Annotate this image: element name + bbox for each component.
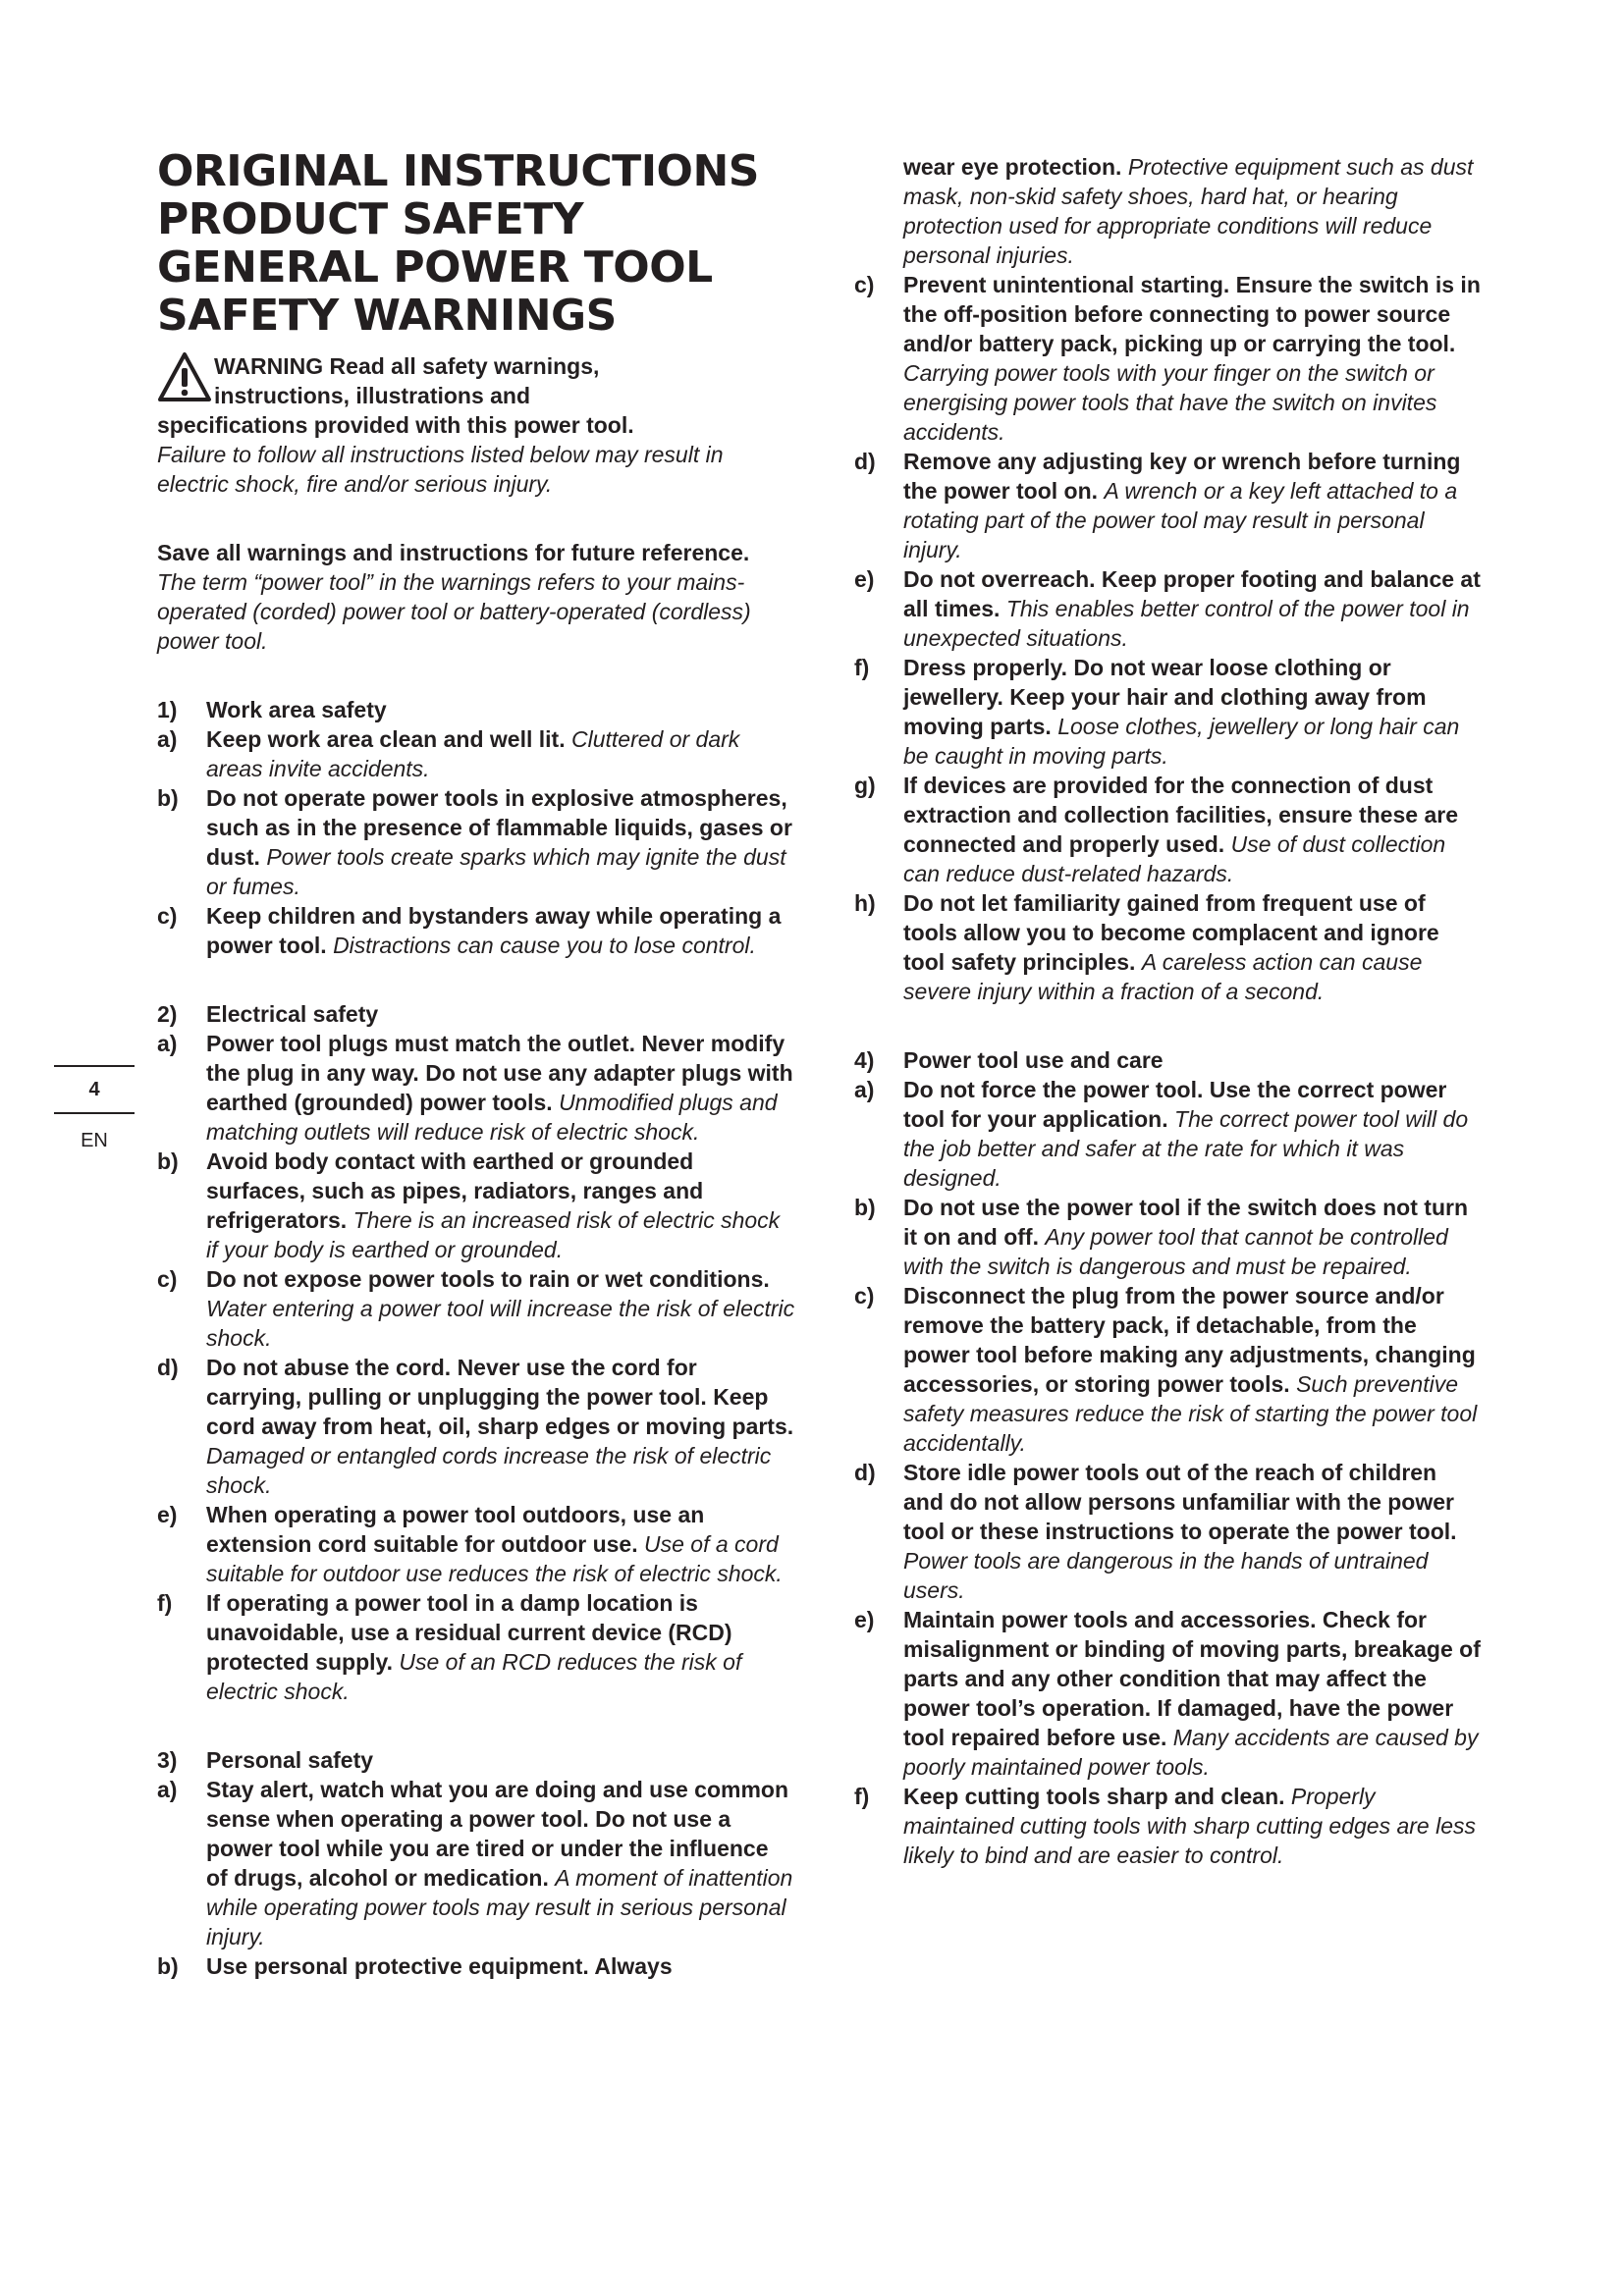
- item-label: f): [157, 1590, 173, 1616]
- item-description: This enables better control of the power tool in unexpected situations.: [903, 596, 1470, 651]
- item-description: Cluttered or dark areas invite accidents.: [206, 726, 740, 781]
- page-number: 4: [88, 1079, 100, 1100]
- item-description: Carrying power tools with your finger on the switch or energising power tools that have the switch on invites accidents.: [903, 360, 1437, 445]
- item-heading: Remove any adjusting key or wrench before turning the power tool on.: [903, 449, 1461, 504]
- title-line: SAFETY WARNINGS: [157, 291, 617, 341]
- item-heading: Power tool plugs must match the outlet. Never modify the plug in any way. Do not use any adapter plugs with earthed (grounded) power tools.: [206, 1031, 793, 1115]
- item-heading: Avoid body contact with earthed or grounded surfaces, such as pipes, radiators, ranges and refrigerators.: [206, 1148, 704, 1233]
- list-item-continuation: [854, 152, 1483, 270]
- item-label: b): [854, 1195, 876, 1220]
- title-line: PRODUCT SAFETY: [157, 194, 584, 244]
- list-item: [157, 1147, 795, 1264]
- item-heading: Use personal protective equipment. Always: [206, 1953, 673, 1979]
- item-description: Protective equipment such as dust mask, non-skid safety shoes, hard hat, or hearing protection used for appropriate conditions will reduce personal injuries.: [903, 154, 1474, 268]
- list-item: [157, 783, 795, 901]
- list-item: [157, 1029, 795, 1147]
- list-item: [157, 1264, 795, 1353]
- list-item: [854, 1281, 1483, 1458]
- item-label: e): [854, 1607, 875, 1632]
- save-notice: Save all warnings and instructions for future reference.: [157, 540, 750, 565]
- item-description: Use of dust collection can reduce dust-related hazards.: [903, 831, 1446, 886]
- item-description: Water entering a power tool will increase the risk of electric shock.: [206, 1296, 795, 1351]
- list-item: [157, 1500, 795, 1588]
- item-description: A moment of inattention while operating power tools may result in serious personal injury.: [206, 1865, 793, 1949]
- item-description: Use of an RCD reduces the risk of electric shock.: [206, 1649, 742, 1704]
- item-description: Such preventive safety measures reduce the risk of starting the power tool accidentally.: [903, 1371, 1478, 1456]
- list-item: [854, 270, 1483, 447]
- list-item: [854, 447, 1483, 564]
- item-heading: Do not force the power tool. Use the correct power tool for your application.: [903, 1077, 1447, 1132]
- item-heading: Do not operate power tools in explosive atmospheres, such as in the presence of flammable liquids, gases or dust.: [206, 785, 792, 870]
- title-line: ORIGINAL INSTRUCTIONS: [157, 146, 759, 196]
- item-heading: Keep cutting tools sharp and clean.: [903, 1784, 1285, 1809]
- item-label: d): [157, 1355, 179, 1380]
- list-item: [854, 653, 1483, 771]
- list-item: [854, 564, 1483, 653]
- item-label: c): [854, 272, 875, 297]
- item-label: d): [854, 1460, 876, 1485]
- power-tool-definition: The term “power tool” in the warnings refers to your mains-operated (corded) power tool or battery-operated (cordless) power tool.: [157, 569, 751, 654]
- section-title: Work area safety: [206, 697, 387, 722]
- item-label: c): [157, 903, 178, 929]
- section-title: Personal safety: [206, 1747, 374, 1773]
- item-label: c): [157, 1266, 178, 1292]
- item-heading: wear eye protection.: [903, 154, 1122, 180]
- item-label: e): [854, 566, 875, 592]
- item-label: f): [854, 1784, 870, 1809]
- item-heading: Maintain power tools and accessories. Check for misalignment or binding of moving parts, breakage of parts and any other condition that may affect the power tool’s operation. If damaged, have the power tool repaired before use.: [903, 1607, 1481, 1750]
- left-column: [157, 147, 795, 2020]
- section-personal-safety-continued: [854, 270, 1483, 1006]
- item-description: Power tools are dangerous in the hands of untrained users.: [903, 1548, 1429, 1603]
- item-label: a): [157, 1777, 178, 1802]
- item-heading: Keep children and bystanders away while operating a power tool.: [206, 903, 782, 958]
- item-description: Distractions can cause you to lose control.: [333, 933, 756, 958]
- item-heading: Dress properly. Do not wear loose clothing or jewellery. Keep your hair and clothing away from moving parts.: [903, 655, 1427, 739]
- list-item: [157, 1588, 795, 1706]
- item-description: Properly maintained cutting tools with sharp cutting edges are less likely to bind and are easier to control.: [903, 1784, 1476, 1868]
- item-heading: Stay alert, watch what you are doing and use common sense when operating a power tool. Do not use a power tool while you are tired or under the influence of drugs, alcohol or medication.: [206, 1777, 789, 1891]
- item-label: a): [157, 726, 178, 752]
- list-item: [854, 1075, 1483, 1193]
- item-label: b): [157, 1148, 179, 1174]
- warning-line: instructions, illustrations and: [214, 383, 531, 408]
- item-description: A wrench or a key left attached to a rotating part of the power tool may result in personal injury.: [903, 478, 1458, 562]
- warning-consequence: Failure to follow all instructions listed below may result in electric shock, fire and/or serious injury.: [157, 442, 724, 497]
- item-heading: Prevent unintentional starting. Ensure the switch is in the off-position before connecting to power source and/or battery pack, picking up or carrying the tool.: [903, 272, 1481, 356]
- item-description: Use of a cord suitable for outdoor use reduces the risk of electric shock.: [206, 1531, 783, 1586]
- item-description: Power tools create sparks which may ignite the dust or fumes.: [206, 844, 786, 899]
- item-label: a): [854, 1077, 875, 1102]
- section-electrical-safety: [157, 999, 795, 1706]
- list-item: [854, 888, 1483, 1006]
- item-heading: Do not expose power tools to rain or wet conditions.: [206, 1266, 770, 1292]
- warning-triangle-icon: [157, 351, 212, 402]
- item-label: c): [854, 1283, 875, 1308]
- item-description: Loose clothes, jewellery or long hair can be caught in moving parts.: [903, 714, 1460, 769]
- item-heading: Do not use the power tool if the switch does not turn it on and off.: [903, 1195, 1468, 1250]
- list-item: [157, 1951, 795, 1981]
- item-heading: Do not abuse the cord. Never use the cord for carrying, pulling or unplugging the power tool. Keep cord away from heat, oil, sharp edges or moving parts.: [206, 1355, 794, 1439]
- list-item: [854, 771, 1483, 888]
- title-line: GENERAL POWER TOOL: [157, 242, 713, 293]
- list-item: [157, 901, 795, 960]
- list-item: [157, 1775, 795, 1951]
- item-description: Many accidents are caused by poorly maintained power tools.: [903, 1725, 1479, 1780]
- item-description: Damaged or entangled cords increase the risk of electric shock.: [206, 1443, 772, 1498]
- item-label: d): [854, 449, 876, 474]
- language-code: EN: [81, 1130, 108, 1151]
- item-description: The correct power tool will do the job better and safer at the rate for which it was designed.: [903, 1106, 1469, 1191]
- item-label: h): [854, 890, 876, 916]
- item-label: b): [157, 1953, 179, 1979]
- item-heading: If operating a power tool in a damp location is unavoidable, use a residual current device (RCD) protected supply.: [206, 1590, 732, 1675]
- list-item: [854, 1193, 1483, 1281]
- list-item: [157, 1353, 795, 1500]
- section-number: 3): [157, 1747, 178, 1773]
- section-title: Power tool use and care: [903, 1047, 1164, 1073]
- item-label: a): [157, 1031, 178, 1056]
- item-heading: Keep work area clean and well lit.: [206, 726, 566, 752]
- item-heading: Disconnect the plug from the power source and/or remove the battery pack, if detachable, from the power tool before making any adjustments, changing accessories, or storing power tools.: [903, 1283, 1476, 1397]
- section-number: 4): [854, 1047, 875, 1073]
- list-item: [157, 724, 795, 783]
- warning-line: WARNING Read all safety warnings,: [214, 353, 600, 379]
- section-number: 1): [157, 697, 178, 722]
- section-work-area-safety: [157, 695, 795, 960]
- list-item: [854, 1782, 1483, 1870]
- item-description: There is an increased risk of electric shock if your body is earthed or grounded.: [206, 1207, 781, 1262]
- item-description: A careless action can cause severe injury within a fraction of a second.: [903, 949, 1423, 1004]
- warning-block: [157, 351, 795, 499]
- item-label: f): [854, 655, 870, 680]
- item-heading: When operating a power tool outdoors, use an extension cord suitable for outdoor use.: [206, 1502, 705, 1557]
- page-marker: [54, 1065, 135, 1155]
- item-label: e): [157, 1502, 178, 1527]
- item-description: Unmodified plugs and matching outlets will reduce risk of electric shock.: [206, 1090, 778, 1145]
- right-column: [854, 152, 1483, 1909]
- list-item: [854, 1605, 1483, 1782]
- page-title: [157, 147, 795, 340]
- item-description: Any power tool that cannot be controlled with the switch is dangerous and must be repaired.: [903, 1224, 1448, 1279]
- section-number: 2): [157, 1001, 178, 1027]
- item-heading: If devices are provided for the connection of dust extraction and collection facilities, ensure these are connected and properly used.: [903, 773, 1458, 857]
- section-title: Electrical safety: [206, 1001, 379, 1027]
- section-personal-safety: [157, 1745, 795, 1981]
- item-heading: Store idle power tools out of the reach of children and do not allow persons unfamiliar with the power tool or these instructions to operate the power tool.: [903, 1460, 1457, 1544]
- section-power-tool-use-and-care: [854, 1045, 1483, 1870]
- warning-line: specifications provided with this power tool.: [157, 412, 634, 438]
- item-heading: Do not overreach. Keep proper footing and balance at all times.: [903, 566, 1481, 621]
- save-instructions: [157, 538, 795, 656]
- item-heading: Do not let familiarity gained from frequent use of tools allow you to become complacent and ignore tool safety principles.: [903, 890, 1439, 975]
- list-item: [854, 1458, 1483, 1605]
- item-label: b): [157, 785, 179, 811]
- item-label: g): [854, 773, 876, 798]
